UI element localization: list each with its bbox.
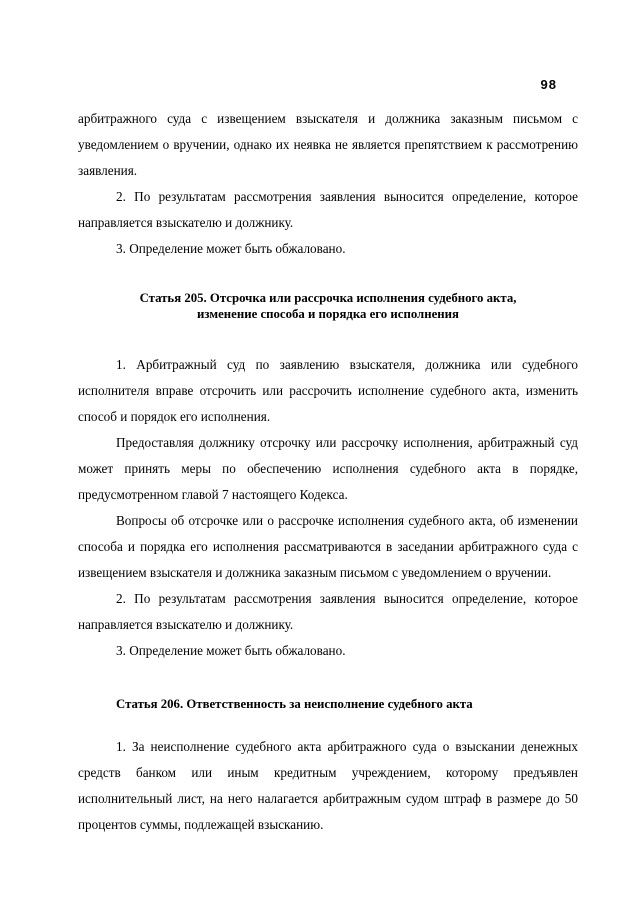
paragraph: 3. Определение может быть обжаловано.	[116, 643, 346, 658]
paragraph: 1. За неисполнение судебного акта арбитражного суда о взыскании денежных средств банком или иным кредитным учреждением, которому предъявлен исполнительный лист, на него налагается арбитражным судом штраф в размере до 50 процентов суммы, подлежащей взысканию.	[78, 739, 578, 832]
document-body	[78, 106, 578, 838]
paragraph: 1. Арбитражный суд по заявлению взыскателя, должника или судебного исполнителя вправе отсрочить или рассрочить исполнение судебного акта, изменить способ и порядок его исполнения.	[78, 357, 578, 424]
paragraph: 2. По результатам рассмотрения заявления выносится определение, которое направляется взыскателю и должнику.	[78, 591, 578, 632]
paragraph: Предоставляя должнику отсрочку или рассрочку исполнения, арбитражный суд может принять меры по обеспечению исполнения судебного акта в порядке, предусмотренном главой 7 настоящего Кодекса.	[78, 435, 578, 502]
paragraph: 2. По результатам рассмотрения заявления выносится определение, которое направляется взыскателю и должнику.	[78, 189, 578, 230]
paragraph: 3. Определение может быть обжаловано.	[116, 241, 346, 256]
article-205-heading	[78, 290, 578, 322]
article-206-heading: Статья 206. Ответственность за неисполнение судебного акта	[116, 697, 473, 711]
paragraph: Вопросы об отсрочке или о рассрочке исполнения судебного акта, об изменении способа и порядка его исполнения рассматриваются в заседании арбитражного суда с извещением взыскателя и должника заказным письмом с уведомлением о вручении.	[78, 513, 578, 580]
article-205-title-line2: изменение способа и порядка его исполнения	[197, 307, 459, 321]
page-number: 98	[540, 77, 557, 92]
paragraph: арбитражного суда с извещением взыскателя и должника заказным письмом с уведомлением о вручении, однако их неявка не является препятствием к рассмотрению заявления.	[78, 111, 578, 178]
article-205-title-line1: Статья 205. Отсрочка или рассрочка исполнения судебного акта,	[139, 291, 517, 305]
